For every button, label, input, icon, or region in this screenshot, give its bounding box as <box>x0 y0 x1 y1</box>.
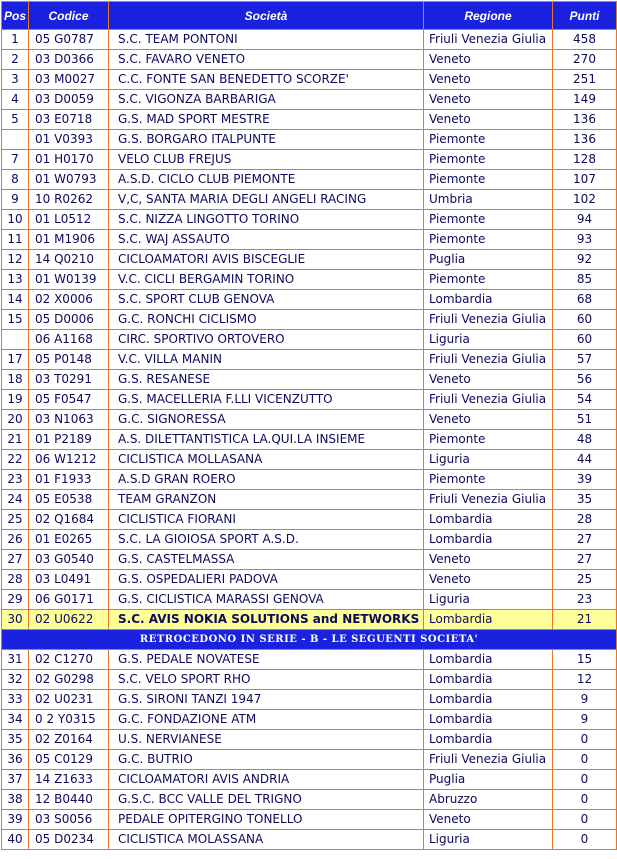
cell-pos: 29 <box>2 590 29 610</box>
cell-points: 23 <box>553 590 617 610</box>
table-row <box>2 790 617 810</box>
cell-code: 05 G0787 <box>29 30 109 50</box>
cell-pos: 10 <box>2 210 29 230</box>
cell-team: A.S. DILETTANTISTICA LA.QUI.LA INSIEME <box>109 430 424 450</box>
cell-points: 48 <box>553 430 617 450</box>
table-row <box>2 70 617 90</box>
cell-points: 25 <box>553 570 617 590</box>
cell-code: 01 W0139 <box>29 270 109 290</box>
cell-code: 03 G0540 <box>29 550 109 570</box>
cell-code: 02 G0298 <box>29 670 109 690</box>
table-row <box>2 690 617 710</box>
cell-team: S.C. FAVARO VENETO <box>109 50 424 70</box>
table-row <box>2 110 617 130</box>
cell-points: 68 <box>553 290 617 310</box>
cell-region: Piemonte <box>424 470 553 490</box>
cell-pos: 28 <box>2 570 29 590</box>
cell-region: Puglia <box>424 770 553 790</box>
table-row <box>2 370 617 390</box>
table-row <box>2 390 617 410</box>
cell-region: Lombardia <box>424 710 553 730</box>
cell-points: 0 <box>553 790 617 810</box>
cell-code: 01 V0393 <box>29 130 109 150</box>
cell-code: 06 W1212 <box>29 450 109 470</box>
cell-pos: 8 <box>2 170 29 190</box>
cell-points: 9 <box>553 690 617 710</box>
cell-code: 10 R0262 <box>29 190 109 210</box>
cell-region: Veneto <box>424 70 553 90</box>
header-region: Regione <box>424 2 553 30</box>
cell-pos: 32 <box>2 670 29 690</box>
cell-pos: 27 <box>2 550 29 570</box>
cell-code: 03 D0366 <box>29 50 109 70</box>
cell-code: 05 D0006 <box>29 310 109 330</box>
highlight-body <box>2 610 617 650</box>
cell-pos: 5 <box>2 110 29 130</box>
cell-pos: 9 <box>2 190 29 210</box>
cell-region: Piemonte <box>424 210 553 230</box>
cell-code: 05 P0148 <box>29 350 109 370</box>
cell-code: 01 H0170 <box>29 150 109 170</box>
cell-code: 01 P2189 <box>29 430 109 450</box>
cell-points: 85 <box>553 270 617 290</box>
cell-team: S.C. NIZZA LINGOTTO TORINO <box>109 210 424 230</box>
cell-team: C.C. FONTE SAN BENEDETTO SCORZE' <box>109 70 424 90</box>
cell-points: 149 <box>553 90 617 110</box>
cell-points: 15 <box>553 650 617 670</box>
ranking-table-wrapper <box>1 1 617 850</box>
cell-region: Lombardia <box>424 730 553 750</box>
cell-pos: 26 <box>2 530 29 550</box>
cell-team: S.C. VELO SPORT RHO <box>109 670 424 690</box>
cell-pos: 35 <box>2 730 29 750</box>
cell-region: Liguria <box>424 830 553 850</box>
cell-pos: 30 <box>2 610 29 630</box>
cell-pos: 12 <box>2 250 29 270</box>
cell-pos: 4 <box>2 90 29 110</box>
table-row <box>2 330 617 350</box>
cell-points: 57 <box>553 350 617 370</box>
cell-pos: 3 <box>2 70 29 90</box>
cell-pos: 25 <box>2 510 29 530</box>
cell-team: G.C. SIGNORESSA <box>109 410 424 430</box>
cell-region: Lombardia <box>424 510 553 530</box>
table-row <box>2 770 617 790</box>
cell-points: 0 <box>553 750 617 770</box>
cell-points: 128 <box>553 150 617 170</box>
table-row <box>2 670 617 690</box>
cell-region: Umbria <box>424 190 553 210</box>
cell-code: 12 B0440 <box>29 790 109 810</box>
cell-region: Friuli Venezia Giulia <box>424 390 553 410</box>
cell-points: 9 <box>553 710 617 730</box>
cell-code: 03 L0491 <box>29 570 109 590</box>
table-row <box>2 710 617 730</box>
cell-team: PEDALE OPITERGINO TONELLO <box>109 810 424 830</box>
table-row <box>2 190 617 210</box>
cell-region: Friuli Venezia Giulia <box>424 750 553 770</box>
cell-team: CICLOAMATORI AVIS ANDRIA <box>109 770 424 790</box>
cell-team: G.C. BUTRIO <box>109 750 424 770</box>
cell-team: V.C. CICLI BERGAMIN TORINO <box>109 270 424 290</box>
cell-pos: 13 <box>2 270 29 290</box>
cell-pos: 17 <box>2 350 29 370</box>
table-row <box>2 830 617 850</box>
table-row <box>2 50 617 70</box>
cell-region: Veneto <box>424 810 553 830</box>
table-row <box>2 350 617 370</box>
cell-points: 251 <box>553 70 617 90</box>
cell-points: 136 <box>553 110 617 130</box>
cell-team: A.S.D. CICLO CLUB PIEMONTE <box>109 170 424 190</box>
cell-region: Lombardia <box>424 290 553 310</box>
cell-points: 44 <box>553 450 617 470</box>
cell-code: 02 Z0164 <box>29 730 109 750</box>
cell-region: Veneto <box>424 410 553 430</box>
table-row <box>2 270 617 290</box>
cell-team: V.C. VILLA MANIN <box>109 350 424 370</box>
table-row <box>2 130 617 150</box>
cell-team: S.C. VIGONZA BARBARIGA <box>109 90 424 110</box>
cell-points: 51 <box>553 410 617 430</box>
table-row <box>2 530 617 550</box>
table-row <box>2 450 617 470</box>
cell-points: 54 <box>553 390 617 410</box>
cell-region: Veneto <box>424 550 553 570</box>
table-row <box>2 290 617 310</box>
cell-region: Lombardia <box>424 650 553 670</box>
cell-code: 02 X0006 <box>29 290 109 310</box>
table-row <box>2 570 617 590</box>
table-row <box>2 170 617 190</box>
cell-team: G.S. RESANESE <box>109 370 424 390</box>
cell-code: 01 M1906 <box>29 230 109 250</box>
cell-region: Lombardia <box>424 690 553 710</box>
cell-team: G.S.C. BCC VALLE DEL TRIGNO <box>109 790 424 810</box>
cell-points: 56 <box>553 370 617 390</box>
cell-region: Liguria <box>424 450 553 470</box>
ranking-table <box>1 1 617 850</box>
cell-region: Piemonte <box>424 430 553 450</box>
cell-region: Piemonte <box>424 130 553 150</box>
table-row <box>2 590 617 610</box>
cell-code: 05 D0234 <box>29 830 109 850</box>
header-points: Punti <box>553 2 617 30</box>
cell-region: Piemonte <box>424 150 553 170</box>
cell-code: 01 E0265 <box>29 530 109 550</box>
cell-code: 05 C0129 <box>29 750 109 770</box>
cell-region: Veneto <box>424 50 553 70</box>
cell-pos: 24 <box>2 490 29 510</box>
cell-pos: 33 <box>2 690 29 710</box>
cell-pos: 18 <box>2 370 29 390</box>
table-row <box>2 150 617 170</box>
cell-code: 02 U0231 <box>29 690 109 710</box>
cell-pos: 7 <box>2 150 29 170</box>
cell-region: Piemonte <box>424 170 553 190</box>
cell-points: 92 <box>553 250 617 270</box>
cell-team: CICLOAMATORI AVIS BISCEGLIE <box>109 250 424 270</box>
cell-pos: 34 <box>2 710 29 730</box>
cell-team: G.S. BORGARO ITALPUNTE <box>109 130 424 150</box>
cell-region: Puglia <box>424 250 553 270</box>
cell-team: G.S. CASTELMASSA <box>109 550 424 570</box>
cell-region: Lombardia <box>424 530 553 550</box>
table-header <box>2 2 617 30</box>
cell-region: Liguria <box>424 590 553 610</box>
table-row <box>2 410 617 430</box>
cell-pos: 11 <box>2 230 29 250</box>
cell-points: 21 <box>553 610 617 630</box>
cell-points: 0 <box>553 810 617 830</box>
cell-team: G.S. CICLISTICA MARASSI GENOVA <box>109 590 424 610</box>
cell-region: Liguria <box>424 330 553 350</box>
cell-code: 06 G0171 <box>29 590 109 610</box>
cell-pos: 1 <box>2 30 29 50</box>
cell-team: TEAM GRANZON <box>109 490 424 510</box>
cell-pos <box>2 330 29 350</box>
cell-team: CICLISTICA MOLASSANA <box>109 830 424 850</box>
table-row <box>2 250 617 270</box>
cell-points: 102 <box>553 190 617 210</box>
highlight-row <box>2 610 617 630</box>
cell-points: 458 <box>553 30 617 50</box>
cell-pos: 36 <box>2 750 29 770</box>
relegation-separator-row <box>2 630 617 650</box>
cell-points: 60 <box>553 310 617 330</box>
cell-team: A.S.D GRAN ROERO <box>109 470 424 490</box>
cell-code: 01 F1933 <box>29 470 109 490</box>
table-row <box>2 810 617 830</box>
cell-pos: 23 <box>2 470 29 490</box>
cell-region: Friuli Venezia Giulia <box>424 490 553 510</box>
cell-points: 27 <box>553 550 617 570</box>
header-pos: Pos <box>2 2 29 30</box>
cell-region: Piemonte <box>424 270 553 290</box>
cell-region: Veneto <box>424 570 553 590</box>
cell-region: Friuli Venezia Giulia <box>424 30 553 50</box>
cell-team: VELO CLUB FREJUS <box>109 150 424 170</box>
cell-team: S.C. TEAM PONTONI <box>109 30 424 50</box>
cell-region: Veneto <box>424 90 553 110</box>
cell-team: G.S. PEDALE NOVATESE <box>109 650 424 670</box>
cell-team: S.C. LA GIOIOSA SPORT A.S.D. <box>109 530 424 550</box>
cell-region: Abruzzo <box>424 790 553 810</box>
table-row <box>2 430 617 450</box>
cell-points: 94 <box>553 210 617 230</box>
cell-code: 03 D0059 <box>29 90 109 110</box>
cell-team: G.S. MAD SPORT MESTRE <box>109 110 424 130</box>
cell-code: 03 E0718 <box>29 110 109 130</box>
cell-region: Friuli Venezia Giulia <box>424 310 553 330</box>
cell-pos: 20 <box>2 410 29 430</box>
cell-pos: 31 <box>2 650 29 670</box>
cell-points: 27 <box>553 530 617 550</box>
cell-points: 0 <box>553 830 617 850</box>
cell-team: S.C. AVIS NOKIA SOLUTIONS and NETWORKS <box>109 610 424 630</box>
table-row <box>2 310 617 330</box>
cell-code: 01 L0512 <box>29 210 109 230</box>
cell-code: 05 F0547 <box>29 390 109 410</box>
cell-team: S.C. SPORT CLUB GENOVA <box>109 290 424 310</box>
cell-team: G.S. MACELLERIA F.LLI VICENZUTTO <box>109 390 424 410</box>
cell-points: 39 <box>553 470 617 490</box>
cell-team: G.C. RONCHI CICLISMO <box>109 310 424 330</box>
cell-code: 06 A1168 <box>29 330 109 350</box>
cell-code: 01 W0793 <box>29 170 109 190</box>
cell-pos: 2 <box>2 50 29 70</box>
table-row <box>2 90 617 110</box>
table-row <box>2 230 617 250</box>
cell-code: 02 U0622 <box>29 610 109 630</box>
cell-code: 0 2 Y0315 <box>29 710 109 730</box>
cell-pos: 40 <box>2 830 29 850</box>
cell-points: 107 <box>553 170 617 190</box>
table-row <box>2 730 617 750</box>
cell-points: 136 <box>553 130 617 150</box>
cell-team: CICLISTICA FIORANI <box>109 510 424 530</box>
cell-code: 02 C1270 <box>29 650 109 670</box>
cell-team: CICLISTICA MOLLASANA <box>109 450 424 470</box>
cell-team: G.S. SIRONI TANZI 1947 <box>109 690 424 710</box>
cell-pos <box>2 130 29 150</box>
cell-pos: 21 <box>2 430 29 450</box>
cell-team: G.C. FONDAZIONE ATM <box>109 710 424 730</box>
cell-pos: 19 <box>2 390 29 410</box>
cell-pos: 22 <box>2 450 29 470</box>
cell-team: V,C, SANTA MARIA DEGLI ANGELI RACING <box>109 190 424 210</box>
cell-points: 93 <box>553 230 617 250</box>
table-row <box>2 30 617 50</box>
cell-pos: 39 <box>2 810 29 830</box>
cell-pos: 14 <box>2 290 29 310</box>
cell-points: 270 <box>553 50 617 70</box>
table-body-bottom <box>2 650 617 850</box>
cell-region: Veneto <box>424 110 553 130</box>
cell-region: Lombardia <box>424 610 553 630</box>
cell-pos: 15 <box>2 310 29 330</box>
cell-code: 14 Q0210 <box>29 250 109 270</box>
cell-code: 03 M0027 <box>29 70 109 90</box>
table-row <box>2 650 617 670</box>
cell-region: Lombardia <box>424 670 553 690</box>
cell-team: CIRC. SPORTIVO ORTOVERO <box>109 330 424 350</box>
header-team: Società <box>109 2 424 30</box>
table-row <box>2 550 617 570</box>
cell-code: 14 Z1633 <box>29 770 109 790</box>
header-row <box>2 2 617 30</box>
cell-code: 02 Q1684 <box>29 510 109 530</box>
header-code: Codice <box>29 2 109 30</box>
cell-team: G.S. OSPEDALIERI PADOVA <box>109 570 424 590</box>
cell-pos: 37 <box>2 770 29 790</box>
cell-code: 05 E0538 <box>29 490 109 510</box>
table-row <box>2 750 617 770</box>
cell-points: 35 <box>553 490 617 510</box>
cell-points: 0 <box>553 770 617 790</box>
cell-team: U.S. NERVIANESE <box>109 730 424 750</box>
cell-region: Friuli Venezia Giulia <box>424 350 553 370</box>
table-row <box>2 470 617 490</box>
cell-points: 12 <box>553 670 617 690</box>
cell-code: 03 N1063 <box>29 410 109 430</box>
cell-region: Veneto <box>424 370 553 390</box>
cell-code: 03 T0291 <box>29 370 109 390</box>
cell-points: 60 <box>553 330 617 350</box>
cell-team: S.C. WAJ ASSAUTO <box>109 230 424 250</box>
table-row <box>2 510 617 530</box>
cell-code: 03 S0056 <box>29 810 109 830</box>
cell-region: Piemonte <box>424 230 553 250</box>
table-row <box>2 490 617 510</box>
table-body-top <box>2 30 617 610</box>
relegation-separator-text: RETROCEDONO IN SERIE - B - LE SEGUENTI SOCIETA' <box>2 630 617 650</box>
table-row <box>2 210 617 230</box>
cell-points: 28 <box>553 510 617 530</box>
cell-pos: 38 <box>2 790 29 810</box>
cell-points: 0 <box>553 730 617 750</box>
